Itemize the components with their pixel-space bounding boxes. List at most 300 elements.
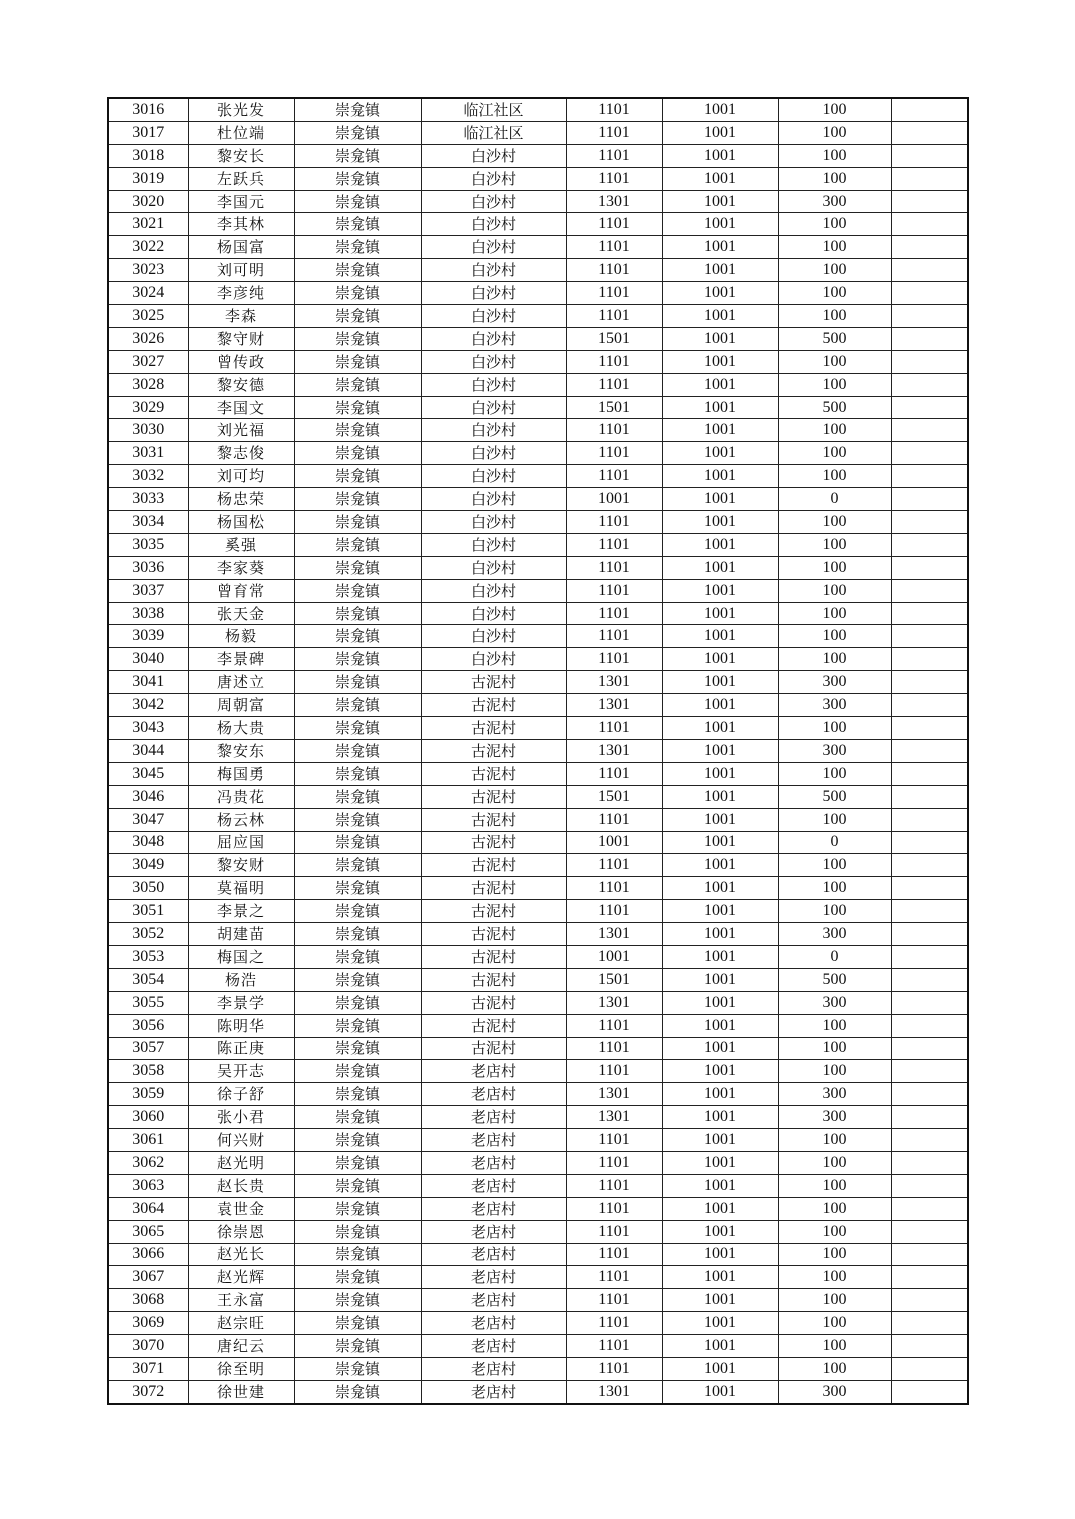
town-cell: 崇龛镇 <box>294 762 421 785</box>
code-a-cell: 1101 <box>566 625 662 648</box>
table-row <box>108 1357 968 1380</box>
name-cell: 杨毅 <box>188 625 294 648</box>
amount-cell: 100 <box>778 442 891 465</box>
town-cell: 崇龛镇 <box>294 121 421 144</box>
remark-cell <box>891 1174 968 1197</box>
table-row <box>108 259 968 282</box>
serial-number-cell: 3036 <box>108 556 188 579</box>
amount-cell: 300 <box>778 1083 891 1106</box>
serial-number-cell: 3069 <box>108 1312 188 1335</box>
code-b-cell: 1001 <box>662 877 778 900</box>
code-a-cell: 1101 <box>566 556 662 579</box>
town-cell: 崇龛镇 <box>294 808 421 831</box>
remark-cell <box>891 785 968 808</box>
amount-cell: 100 <box>778 625 891 648</box>
table-row <box>108 900 968 923</box>
remark-cell <box>891 305 968 328</box>
code-a-cell: 1101 <box>566 1014 662 1037</box>
remark-cell <box>891 739 968 762</box>
name-cell: 李景学 <box>188 991 294 1014</box>
table-row <box>108 1129 968 1152</box>
amount-cell: 100 <box>778 144 891 167</box>
code-b-cell: 1001 <box>662 694 778 717</box>
remark-cell <box>891 625 968 648</box>
table-row <box>108 327 968 350</box>
town-cell: 崇龛镇 <box>294 465 421 488</box>
code-a-cell: 1101 <box>566 511 662 534</box>
village-cell: 古泥村 <box>421 808 566 831</box>
village-cell: 古泥村 <box>421 785 566 808</box>
town-cell: 崇龛镇 <box>294 739 421 762</box>
amount-cell: 100 <box>778 1014 891 1037</box>
table-row <box>108 991 968 1014</box>
serial-number-cell: 3072 <box>108 1380 188 1403</box>
village-cell: 老店村 <box>421 1335 566 1358</box>
code-a-cell: 1301 <box>566 923 662 946</box>
serial-number-cell: 3057 <box>108 1037 188 1060</box>
code-b-cell: 1001 <box>662 1037 778 1060</box>
name-cell: 徐至明 <box>188 1357 294 1380</box>
code-b-cell: 1001 <box>662 671 778 694</box>
village-cell: 白沙村 <box>421 396 566 419</box>
code-a-cell: 1101 <box>566 442 662 465</box>
name-cell: 刘光福 <box>188 419 294 442</box>
name-cell: 黎安财 <box>188 854 294 877</box>
village-cell: 老店村 <box>421 1266 566 1289</box>
village-cell: 老店村 <box>421 1151 566 1174</box>
remark-cell <box>891 808 968 831</box>
serial-number-cell: 3017 <box>108 121 188 144</box>
name-cell: 黎安德 <box>188 373 294 396</box>
table-row <box>108 419 968 442</box>
code-a-cell: 1301 <box>566 1380 662 1403</box>
remark-cell <box>891 419 968 442</box>
name-cell: 张光发 <box>188 98 294 121</box>
village-cell: 白沙村 <box>421 419 566 442</box>
table-row <box>108 305 968 328</box>
table-row <box>108 282 968 305</box>
code-a-cell: 1101 <box>566 877 662 900</box>
town-cell: 崇龛镇 <box>294 305 421 328</box>
village-cell: 古泥村 <box>421 831 566 854</box>
serial-number-cell: 3022 <box>108 236 188 259</box>
town-cell: 崇龛镇 <box>294 579 421 602</box>
serial-number-cell: 3064 <box>108 1197 188 1220</box>
code-b-cell: 1001 <box>662 442 778 465</box>
amount-cell: 100 <box>778 167 891 190</box>
name-cell: 李家葵 <box>188 556 294 579</box>
serial-number-cell: 3043 <box>108 717 188 740</box>
town-cell: 崇龛镇 <box>294 1335 421 1358</box>
table-row <box>108 465 968 488</box>
code-a-cell: 1101 <box>566 98 662 121</box>
table-row <box>108 1037 968 1060</box>
town-cell: 崇龛镇 <box>294 1357 421 1380</box>
roster-table <box>107 97 969 1405</box>
village-cell: 老店村 <box>421 1312 566 1335</box>
town-cell: 崇龛镇 <box>294 968 421 991</box>
table-row <box>108 739 968 762</box>
village-cell: 白沙村 <box>421 259 566 282</box>
amount-cell: 100 <box>778 213 891 236</box>
name-cell: 徐崇恩 <box>188 1220 294 1243</box>
village-cell: 老店村 <box>421 1220 566 1243</box>
town-cell: 崇龛镇 <box>294 694 421 717</box>
name-cell: 黎安长 <box>188 144 294 167</box>
amount-cell: 300 <box>778 739 891 762</box>
town-cell: 崇龛镇 <box>294 190 421 213</box>
serial-number-cell: 3051 <box>108 900 188 923</box>
town-cell: 崇龛镇 <box>294 854 421 877</box>
town-cell: 崇龛镇 <box>294 1289 421 1312</box>
code-b-cell: 1001 <box>662 465 778 488</box>
serial-number-cell: 3041 <box>108 671 188 694</box>
table-row <box>108 167 968 190</box>
code-b-cell: 1001 <box>662 602 778 625</box>
serial-number-cell: 3032 <box>108 465 188 488</box>
code-a-cell: 1001 <box>566 945 662 968</box>
serial-number-cell: 3028 <box>108 373 188 396</box>
code-a-cell: 1101 <box>566 1129 662 1152</box>
name-cell: 周朝富 <box>188 694 294 717</box>
amount-cell: 300 <box>778 671 891 694</box>
remark-cell <box>891 579 968 602</box>
serial-number-cell: 3019 <box>108 167 188 190</box>
remark-cell <box>891 396 968 419</box>
remark-cell <box>891 648 968 671</box>
code-b-cell: 1001 <box>662 900 778 923</box>
town-cell: 崇龛镇 <box>294 785 421 808</box>
name-cell: 黎志俊 <box>188 442 294 465</box>
table-row <box>108 350 968 373</box>
serial-number-cell: 3058 <box>108 1060 188 1083</box>
town-cell: 崇龛镇 <box>294 1174 421 1197</box>
remark-cell <box>891 1197 968 1220</box>
code-b-cell: 1001 <box>662 1197 778 1220</box>
village-cell: 古泥村 <box>421 694 566 717</box>
town-cell: 崇龛镇 <box>294 1243 421 1266</box>
serial-number-cell: 3047 <box>108 808 188 831</box>
serial-number-cell: 3016 <box>108 98 188 121</box>
amount-cell: 100 <box>778 1243 891 1266</box>
serial-number-cell: 3030 <box>108 419 188 442</box>
town-cell: 崇龛镇 <box>294 167 421 190</box>
code-b-cell: 1001 <box>662 923 778 946</box>
town-cell: 崇龛镇 <box>294 556 421 579</box>
remark-cell <box>891 350 968 373</box>
amount-cell: 0 <box>778 488 891 511</box>
serial-number-cell: 3040 <box>108 648 188 671</box>
amount-cell: 100 <box>778 305 891 328</box>
name-cell: 张天金 <box>188 602 294 625</box>
name-cell: 梅国勇 <box>188 762 294 785</box>
town-cell: 崇龛镇 <box>294 282 421 305</box>
serial-number-cell: 3056 <box>108 1014 188 1037</box>
serial-number-cell: 3050 <box>108 877 188 900</box>
code-b-cell: 1001 <box>662 1380 778 1403</box>
table-row <box>108 785 968 808</box>
serial-number-cell: 3033 <box>108 488 188 511</box>
serial-number-cell: 3068 <box>108 1289 188 1312</box>
code-b-cell: 1001 <box>662 1129 778 1152</box>
code-b-cell: 1001 <box>662 144 778 167</box>
name-cell: 刘可明 <box>188 259 294 282</box>
code-b-cell: 1001 <box>662 488 778 511</box>
town-cell: 崇龛镇 <box>294 442 421 465</box>
amount-cell: 100 <box>778 419 891 442</box>
code-a-cell: 1101 <box>566 533 662 556</box>
amount-cell: 500 <box>778 327 891 350</box>
table-row <box>108 1083 968 1106</box>
name-cell: 徐子舒 <box>188 1083 294 1106</box>
serial-number-cell: 3066 <box>108 1243 188 1266</box>
town-cell: 崇龛镇 <box>294 671 421 694</box>
amount-cell: 100 <box>778 648 891 671</box>
code-a-cell: 1101 <box>566 282 662 305</box>
code-b-cell: 1001 <box>662 373 778 396</box>
serial-number-cell: 3045 <box>108 762 188 785</box>
name-cell: 左跃兵 <box>188 167 294 190</box>
amount-cell: 100 <box>778 1174 891 1197</box>
serial-number-cell: 3029 <box>108 396 188 419</box>
town-cell: 崇龛镇 <box>294 488 421 511</box>
code-b-cell: 1001 <box>662 625 778 648</box>
code-b-cell: 1001 <box>662 511 778 534</box>
serial-number-cell: 3018 <box>108 144 188 167</box>
table-row <box>108 1335 968 1358</box>
table-row <box>108 1197 968 1220</box>
name-cell: 吴开志 <box>188 1060 294 1083</box>
serial-number-cell: 3054 <box>108 968 188 991</box>
remark-cell <box>891 1083 968 1106</box>
serial-number-cell: 3070 <box>108 1335 188 1358</box>
table-row <box>108 579 968 602</box>
town-cell: 崇龛镇 <box>294 1014 421 1037</box>
table-row <box>108 1243 968 1266</box>
code-a-cell: 1301 <box>566 1106 662 1129</box>
table-row <box>108 1380 968 1403</box>
village-cell: 白沙村 <box>421 511 566 534</box>
serial-number-cell: 3039 <box>108 625 188 648</box>
code-b-cell: 1001 <box>662 556 778 579</box>
town-cell: 崇龛镇 <box>294 1106 421 1129</box>
table-row <box>108 511 968 534</box>
table-row <box>108 648 968 671</box>
table-row <box>108 923 968 946</box>
name-cell: 李国文 <box>188 396 294 419</box>
town-cell: 崇龛镇 <box>294 511 421 534</box>
amount-cell: 500 <box>778 968 891 991</box>
village-cell: 临江社区 <box>421 98 566 121</box>
code-a-cell: 1101 <box>566 1335 662 1358</box>
code-a-cell: 1101 <box>566 213 662 236</box>
town-cell: 崇龛镇 <box>294 236 421 259</box>
remark-cell <box>891 282 968 305</box>
amount-cell: 100 <box>778 350 891 373</box>
amount-cell: 100 <box>778 1357 891 1380</box>
village-cell: 古泥村 <box>421 1014 566 1037</box>
name-cell: 杨忠荣 <box>188 488 294 511</box>
town-cell: 崇龛镇 <box>294 602 421 625</box>
amount-cell: 100 <box>778 1220 891 1243</box>
code-b-cell: 1001 <box>662 167 778 190</box>
code-a-cell: 1101 <box>566 602 662 625</box>
code-a-cell: 1101 <box>566 144 662 167</box>
town-cell: 崇龛镇 <box>294 945 421 968</box>
serial-number-cell: 3025 <box>108 305 188 328</box>
remark-cell <box>891 1106 968 1129</box>
village-cell: 老店村 <box>421 1197 566 1220</box>
code-b-cell: 1001 <box>662 1357 778 1380</box>
name-cell: 李彦纯 <box>188 282 294 305</box>
code-b-cell: 1001 <box>662 282 778 305</box>
serial-number-cell: 3055 <box>108 991 188 1014</box>
amount-cell: 100 <box>778 465 891 488</box>
code-b-cell: 1001 <box>662 1151 778 1174</box>
code-b-cell: 1001 <box>662 831 778 854</box>
name-cell: 王永富 <box>188 1289 294 1312</box>
name-cell: 何兴财 <box>188 1129 294 1152</box>
table-row <box>108 877 968 900</box>
amount-cell: 100 <box>778 511 891 534</box>
code-a-cell: 1101 <box>566 1243 662 1266</box>
name-cell: 赵长贵 <box>188 1174 294 1197</box>
name-cell: 曾育常 <box>188 579 294 602</box>
remark-cell <box>891 259 968 282</box>
remark-cell <box>891 671 968 694</box>
code-a-cell: 1101 <box>566 419 662 442</box>
code-a-cell: 1101 <box>566 1312 662 1335</box>
code-a-cell: 1101 <box>566 167 662 190</box>
table-row <box>108 602 968 625</box>
village-cell: 白沙村 <box>421 465 566 488</box>
code-b-cell: 1001 <box>662 1289 778 1312</box>
name-cell: 黎守财 <box>188 327 294 350</box>
name-cell: 陈明华 <box>188 1014 294 1037</box>
code-b-cell: 1001 <box>662 305 778 328</box>
table-row <box>108 694 968 717</box>
town-cell: 崇龛镇 <box>294 373 421 396</box>
serial-number-cell: 3021 <box>108 213 188 236</box>
amount-cell: 100 <box>778 1197 891 1220</box>
remark-cell <box>891 442 968 465</box>
name-cell: 黎安东 <box>188 739 294 762</box>
town-cell: 崇龛镇 <box>294 1129 421 1152</box>
village-cell: 古泥村 <box>421 739 566 762</box>
village-cell: 白沙村 <box>421 579 566 602</box>
name-cell: 张小君 <box>188 1106 294 1129</box>
code-b-cell: 1001 <box>662 1243 778 1266</box>
village-cell: 白沙村 <box>421 602 566 625</box>
code-b-cell: 1001 <box>662 1335 778 1358</box>
serial-number-cell: 3042 <box>108 694 188 717</box>
code-a-cell: 1301 <box>566 991 662 1014</box>
remark-cell <box>891 373 968 396</box>
serial-number-cell: 3023 <box>108 259 188 282</box>
serial-number-cell: 3020 <box>108 190 188 213</box>
name-cell: 杨浩 <box>188 968 294 991</box>
village-cell: 古泥村 <box>421 854 566 877</box>
remark-cell <box>891 1289 968 1312</box>
amount-cell: 300 <box>778 190 891 213</box>
code-b-cell: 1001 <box>662 762 778 785</box>
village-cell: 白沙村 <box>421 442 566 465</box>
amount-cell: 100 <box>778 98 891 121</box>
serial-number-cell: 3048 <box>108 831 188 854</box>
amount-cell: 300 <box>778 923 891 946</box>
remark-cell <box>891 98 968 121</box>
serial-number-cell: 3038 <box>108 602 188 625</box>
code-a-cell: 1101 <box>566 121 662 144</box>
town-cell: 崇龛镇 <box>294 327 421 350</box>
serial-number-cell: 3034 <box>108 511 188 534</box>
amount-cell: 300 <box>778 694 891 717</box>
town-cell: 崇龛镇 <box>294 1266 421 1289</box>
table-row <box>108 1014 968 1037</box>
table-row <box>108 717 968 740</box>
amount-cell: 300 <box>778 1106 891 1129</box>
table-row <box>108 1289 968 1312</box>
serial-number-cell: 3027 <box>108 350 188 373</box>
code-b-cell: 1001 <box>662 1106 778 1129</box>
amount-cell: 100 <box>778 259 891 282</box>
town-cell: 崇龛镇 <box>294 1220 421 1243</box>
village-cell: 老店村 <box>421 1083 566 1106</box>
code-a-cell: 1501 <box>566 785 662 808</box>
remark-cell <box>891 144 968 167</box>
name-cell: 袁世金 <box>188 1197 294 1220</box>
amount-cell: 500 <box>778 396 891 419</box>
amount-cell: 300 <box>778 991 891 1014</box>
remark-cell <box>891 190 968 213</box>
code-b-cell: 1001 <box>662 808 778 831</box>
amount-cell: 500 <box>778 785 891 808</box>
village-cell: 老店村 <box>421 1380 566 1403</box>
name-cell: 李景碑 <box>188 648 294 671</box>
table-row <box>108 1106 968 1129</box>
code-a-cell: 1101 <box>566 465 662 488</box>
table-row <box>108 488 968 511</box>
village-cell: 老店村 <box>421 1129 566 1152</box>
table-row <box>108 121 968 144</box>
code-a-cell: 1001 <box>566 488 662 511</box>
amount-cell: 100 <box>778 1151 891 1174</box>
amount-cell: 100 <box>778 282 891 305</box>
name-cell: 赵光长 <box>188 1243 294 1266</box>
code-a-cell: 1101 <box>566 717 662 740</box>
serial-number-cell: 3060 <box>108 1106 188 1129</box>
village-cell: 临江社区 <box>421 121 566 144</box>
village-cell: 老店村 <box>421 1243 566 1266</box>
code-b-cell: 1001 <box>662 236 778 259</box>
code-b-cell: 1001 <box>662 1220 778 1243</box>
table-row <box>108 808 968 831</box>
table-row <box>108 1060 968 1083</box>
village-cell: 白沙村 <box>421 533 566 556</box>
name-cell: 冯贵花 <box>188 785 294 808</box>
town-cell: 崇龛镇 <box>294 98 421 121</box>
remark-cell <box>891 923 968 946</box>
table-row <box>108 396 968 419</box>
name-cell: 李其林 <box>188 213 294 236</box>
town-cell: 崇龛镇 <box>294 259 421 282</box>
table-row <box>108 831 968 854</box>
remark-cell <box>891 694 968 717</box>
code-b-cell: 1001 <box>662 1083 778 1106</box>
village-cell: 古泥村 <box>421 945 566 968</box>
amount-cell: 300 <box>778 1380 891 1403</box>
name-cell: 刘可均 <box>188 465 294 488</box>
